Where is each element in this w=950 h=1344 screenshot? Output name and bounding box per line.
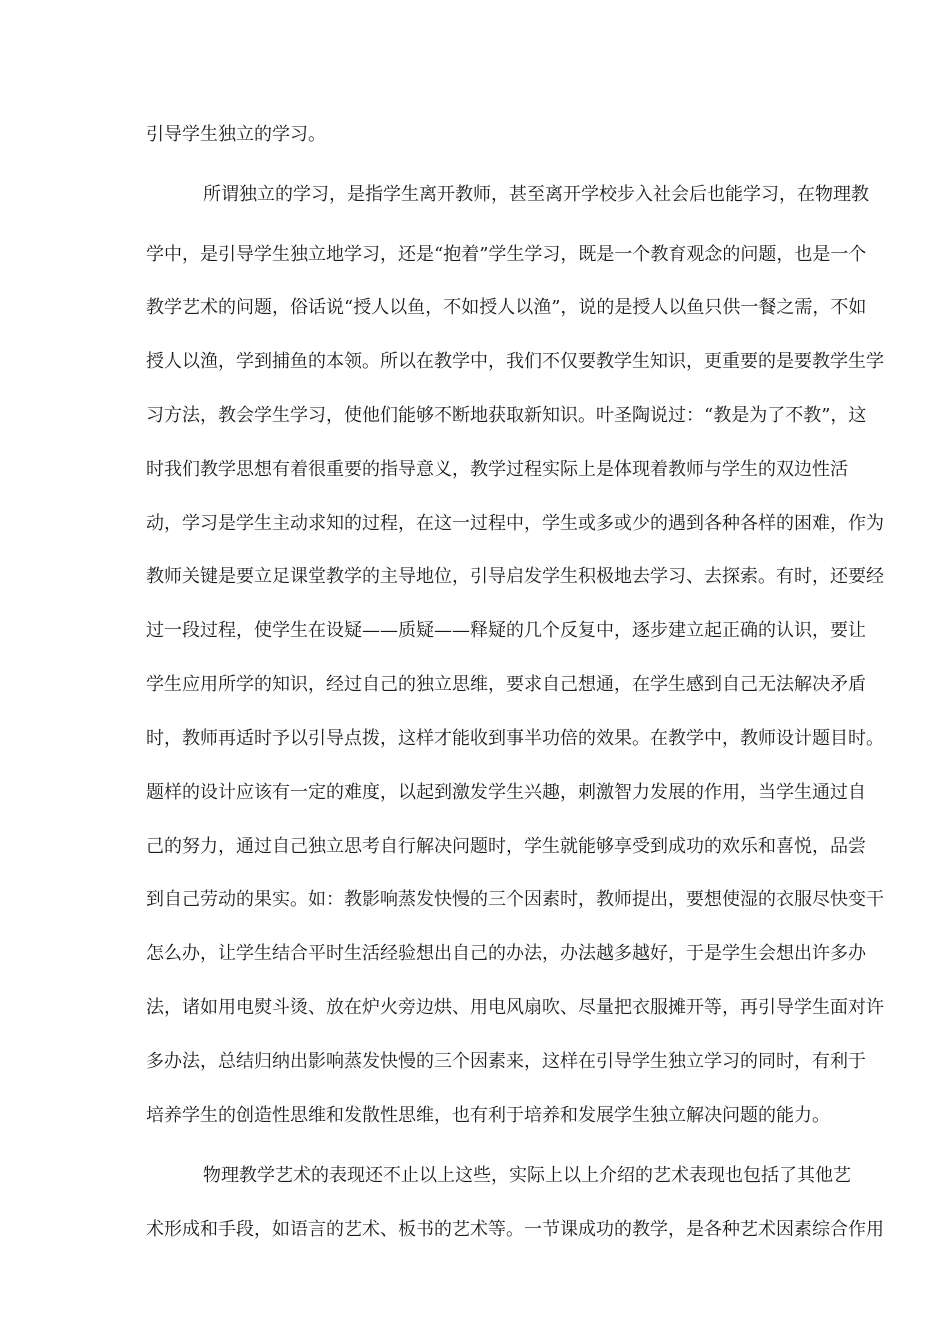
text-line: 己的努力，通过自己独立思考自行解决问题时，学生就能够享受到成功的欢乐和喜悦，品尝 xyxy=(146,836,866,857)
text-line: 学中，是引导学生独立地学习，还是“抱着”学生学习，既是一个教育观念的问题，也是一个 xyxy=(146,244,867,265)
text-line: 过一段过程，使学生在设疑——质疑——释疑的几个反复中，逐步建立起正确的认识，要让 xyxy=(146,620,866,641)
text-line: 题样的设计应该有一定的难度，以起到激发学生兴趣，刺激智力发展的作用，当学生通过自 xyxy=(146,782,866,803)
text-line: 培养学生的创造性思维和发散性思维，也有利于培养和发展学生独立解决问题的能力。 xyxy=(146,1105,830,1126)
text-line: 习方法，教会学生学习，使他们能够不断地获取新知识。叶圣陶说过：“教是为了不教”，这 xyxy=(146,405,867,426)
text-line: 时我们教学思想有着很重要的指导意义，教学过程实际上是体现着教师与学生的双边性活 xyxy=(146,459,848,480)
text-line: 教师关键是要立足课堂教学的主导地位，引导启发学生积极地去学习、去探索。有时，还要经 xyxy=(146,566,884,587)
text-line: 学生应用所学的知识，经过自己的独立思维，要求自己想通，在学生感到自己无法解决矛盾 xyxy=(146,674,866,695)
text-line: 教学艺术的问题，俗话说“授人以鱼，不如授人以渔”，说的是授人以鱼只供一餐之需，不如 xyxy=(146,297,867,318)
text-line: 授人以渔，学到捕鱼的本领。所以在教学中，我们不仅要教学生知识，更重要的是要教学生学 xyxy=(146,351,884,372)
text-line: 法，诸如用电熨斗烫、放在炉火旁边烘、用电风扇吹、尽量把衣服摊开等，再引导学生面对许 xyxy=(146,997,884,1018)
text-line: 所谓独立的学习，是指学生离开教师，甚至离开学校步入社会后也能学习，在物理教 xyxy=(203,184,869,205)
text-line: 多办法，总结归纳出影响蒸发快慢的三个因素来，这样在引导学生独立学习的同时，有利于 xyxy=(146,1051,866,1072)
text-line: 动，学习是学生主动求知的过程，在这一过程中，学生或多或少的遇到各种各样的困难，作为 xyxy=(146,513,884,534)
text-line: 到自己劳动的果实。如：教影响蒸发快慢的三个因素时，教师提出，要想使湿的衣服尽快变干 xyxy=(146,889,884,910)
text-line: 术形成和手段，如语言的艺术、板书的艺术等。一节课成功的教学，是各种艺术因素综合作用 xyxy=(146,1219,884,1240)
text-line: 物理教学艺术的表现还不止以上这些，实际上以上介绍的艺术表现也包括了其他艺 xyxy=(203,1165,851,1186)
text-line: 引导学生独立的学习。 xyxy=(146,124,326,145)
text-line: 时，教师再适时予以引导点拨，这样才能收到事半功倍的效果。在教学中，教师设计题目时。 xyxy=(146,728,884,749)
text-line: 怎么办，让学生结合平时生活经验想出自己的办法，办法越多越好，于是学生会想出许多办 xyxy=(146,943,866,964)
